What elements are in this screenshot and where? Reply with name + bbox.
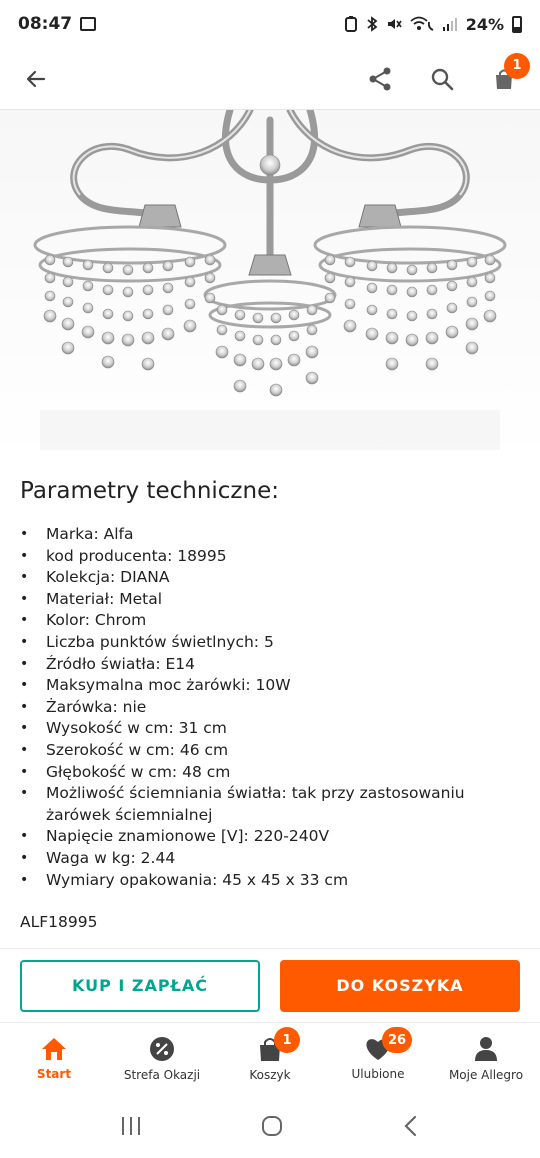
system-navigation-bar [0,1094,540,1158]
cart-button[interactable] [482,57,526,101]
cart-count-badge: 1 [274,1027,300,1053]
spec-item: • Wymiary opakowania: 45 x 45 x 33 cm [20,870,520,892]
status-icons [344,15,522,34]
spec-item: • Kolekcja: DIANA [20,567,520,589]
nav-strefa-okazji[interactable] [108,1023,216,1094]
spec-item: • Głębokość w cm: 48 cm [20,762,520,784]
product-image[interactable] [0,110,540,462]
nav-label: Koszyk [249,1067,291,1082]
share-button[interactable] [358,57,402,101]
nav-start[interactable] [0,1023,108,1094]
bluetooth-icon [366,16,378,32]
chandelier-image [0,110,540,462]
wifi-call-icon [410,16,434,32]
bottom-navigation [0,1022,540,1094]
image-icon [80,17,96,31]
back-button[interactable] [14,57,58,101]
spec-item: • Kolor: Chrom [20,610,520,632]
spec-item: • Źródło światła: E14 [20,654,520,676]
spec-item: • Marka: Alfa [20,524,520,546]
user-icon [474,1036,498,1062]
home-icon [41,1037,67,1061]
signal-icon [442,16,458,32]
product-sku: ALF18995 [20,913,98,932]
battery-saver-icon [344,16,358,32]
add-to-cart-button[interactable]: DO KOSZYKA [280,960,520,1012]
battery-icon [512,16,522,33]
cart-badge: 1 [504,53,530,79]
top-actions [358,57,526,101]
nav-label: Ulubione [351,1066,405,1081]
spec-item: • Liczba punktów świetlnych: 5 [20,632,520,654]
top-app-bar [0,48,540,110]
nav-ulubione[interactable] [324,1023,432,1094]
home-circle-icon[interactable] [260,1114,284,1138]
spec-item: • Waga w kg: 2.44 [20,848,520,870]
section-heading: Parametry techniczne: [20,478,279,504]
discount-icon [149,1036,175,1062]
spec-item: • Napięcie znamionowe [V]: 220-240V [20,826,520,848]
product-description [0,462,540,948]
nav-label: Strefa Okazji [123,1067,201,1082]
recent-apps-icon[interactable] [119,1115,143,1137]
spec-list [20,524,520,891]
favorites-count-badge: 26 [382,1027,412,1053]
mute-icon [386,16,402,32]
purchase-bar [0,948,540,1022]
back-arrow-icon [24,67,48,91]
nav-koszyk[interactable] [216,1023,324,1094]
nav-label: Moje Allegro [448,1067,524,1082]
spec-item: • Maksymalna moc żarówki: 10W [20,675,520,697]
battery-percent: 24% [465,14,504,34]
status-bar [0,0,540,48]
spec-item: • Materiał: Metal [20,589,520,611]
back-chevron-icon[interactable] [401,1114,421,1138]
spec-item: • Żarówka: nie [20,697,520,719]
search-icon [430,67,454,91]
spec-item: • Szerokość w cm: 46 cm [20,740,520,762]
nav-label: Start [36,1066,72,1081]
buy-now-button[interactable]: KUP I ZAPŁAĆ [20,960,260,1012]
search-button[interactable] [420,57,464,101]
status-time: 08:47 [18,14,73,34]
nav-moje-allegro[interactable] [432,1023,540,1094]
share-icon [367,66,393,92]
spec-item: • kod producenta: 18995 [20,546,520,568]
spec-item: • Możliwość ściemniania światła: tak przy zastosowaniu żarówek ściemnialnej [20,783,520,826]
spec-item: • Wysokość w cm: 31 cm [20,718,520,740]
